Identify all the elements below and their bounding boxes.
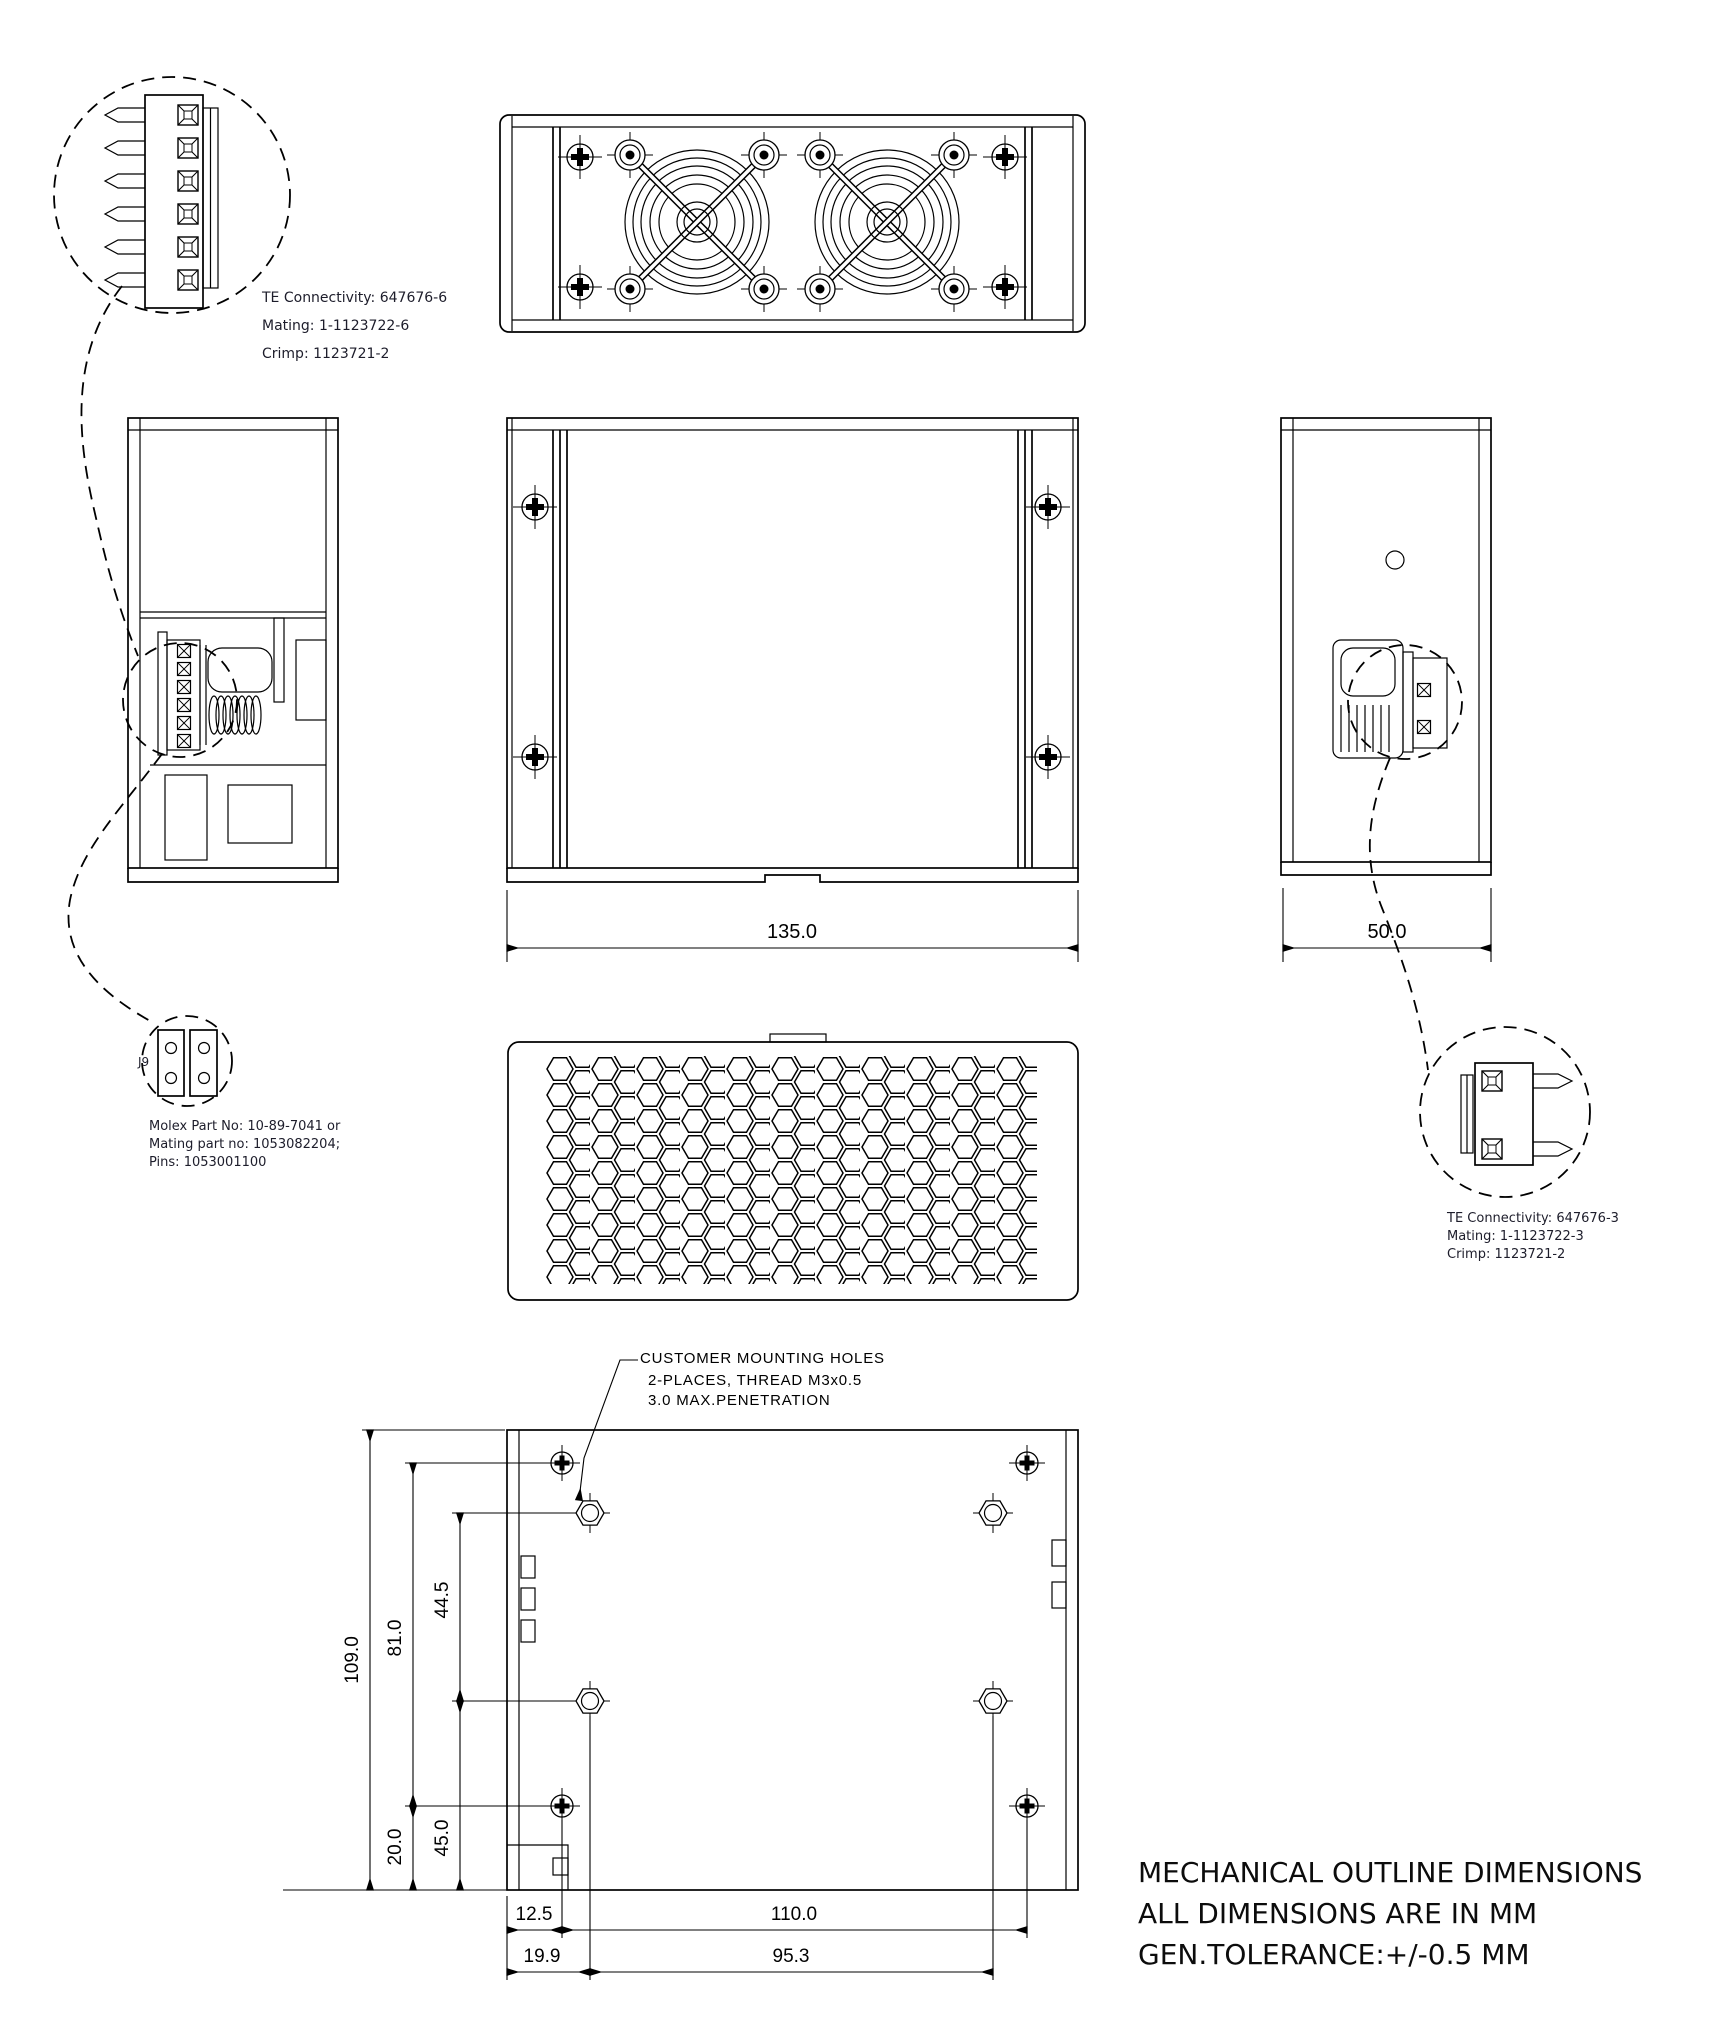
connector-terminals <box>178 105 198 290</box>
left-side-connector <box>150 618 326 860</box>
dims-horizontal <box>507 1716 1027 1980</box>
view-right-side <box>1281 418 1491 962</box>
view-top-fans <box>500 115 1085 332</box>
coil <box>209 696 261 734</box>
part-number-6pin <box>261 290 447 362</box>
customer-mounting-hole <box>973 1493 1013 1533</box>
detail-molex <box>137 1016 341 1170</box>
ref-designator: J9 <box>138 1055 150 1069</box>
te6-line1: TE Connectivity: 647676-6 <box>262 290 448 306</box>
customer-mounting-hole <box>570 1681 610 1721</box>
fan-guard-right <box>815 150 959 294</box>
view-front <box>507 418 1078 962</box>
customer-mounting-hole <box>570 1493 610 1533</box>
te6-line2: Mating: 1-1123722-6 <box>262 318 410 334</box>
dim-95-label: 95.3 <box>772 1946 810 1967</box>
dim-45-label: 45.0 <box>432 1819 453 1857</box>
note-line3: GEN.TOLERANCE:+/-0.5 MM <box>1138 1938 1530 1971</box>
callout-line3: 3.0 MAX.PENETRATION <box>648 1392 831 1409</box>
te3-line1: TE Connectivity: 647676-3 <box>1447 1211 1619 1226</box>
view-bottom <box>283 1430 1078 1980</box>
note-line1: MECHANICAL OUTLINE DIMENSIONS <box>1138 1856 1643 1889</box>
right-side-connector <box>1333 640 1447 758</box>
bottom-holes <box>544 1445 1045 1824</box>
detail-3pin-connector <box>1420 1027 1619 1262</box>
detail-circle-3pin <box>1420 1027 1590 1197</box>
detail-circle-right <box>1348 645 1462 759</box>
led-hole <box>1386 551 1404 569</box>
dim-50-label: 50.0 <box>1367 921 1407 943</box>
te3-line3: Crimp: 1123721-2 <box>1447 1247 1566 1262</box>
mounting-holes-callout <box>579 1350 885 1500</box>
callout-line1: CUSTOMER MOUNTING HOLES <box>640 1350 885 1367</box>
te3-line2: Mating: 1-1123722-3 <box>1447 1229 1584 1244</box>
note-line2: ALL DIMENSIONS ARE IN MM <box>1138 1897 1538 1930</box>
dim-width-135 <box>507 890 1078 962</box>
dim-109-label: 109.0 <box>342 1636 363 1684</box>
fan-guard-left <box>625 150 769 294</box>
connector-pins <box>105 108 145 287</box>
dim-19-label: 19.9 <box>523 1946 561 1967</box>
view-vent-panel <box>508 1034 1078 1300</box>
molex-line1: Molex Part No: 10-89-7041 or <box>149 1119 341 1134</box>
dim-110-label: 110.0 <box>770 1904 818 1925</box>
molex-line3: Pins: 1053001100 <box>149 1155 267 1170</box>
part-number-3pin <box>1446 1211 1619 1262</box>
detail-circle-molex <box>142 1016 232 1106</box>
view-left-side <box>123 418 338 882</box>
honeycomb-grid <box>545 1056 1037 1284</box>
dim-20-label: 20.0 <box>385 1828 406 1866</box>
dims-vertical <box>283 1430 574 1890</box>
dim-135-label: 135.0 <box>766 921 818 943</box>
detail-circle <box>54 77 290 313</box>
title-notes <box>1138 1856 1642 1971</box>
dim-12-label: 12.5 <box>515 1904 553 1925</box>
molex-line2: Mating part no: 1053082204; <box>149 1137 341 1152</box>
callout-line2: 2-PLACES, THREAD M3x0.5 <box>648 1372 863 1389</box>
dim-44-label: 44.5 <box>432 1581 453 1619</box>
front-screws <box>513 485 1070 779</box>
customer-mounting-hole <box>973 1681 1013 1721</box>
dim-depth-50 <box>1283 888 1491 962</box>
detail-6pin-connector <box>54 77 447 362</box>
part-number-molex <box>149 1119 341 1170</box>
te6-line3: Crimp: 1123721-2 <box>262 346 390 362</box>
dim-81-label: 81.0 <box>385 1619 406 1657</box>
